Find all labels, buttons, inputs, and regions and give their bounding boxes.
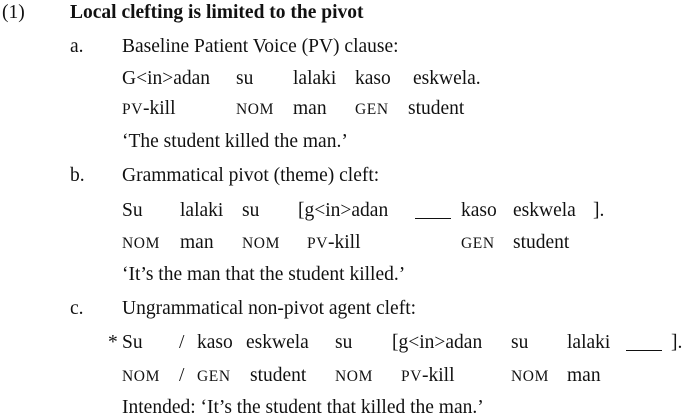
gap-underline (626, 350, 662, 351)
word: su (242, 200, 260, 221)
word: lalaki (293, 68, 337, 89)
item-c-label: c. (70, 298, 84, 319)
word: G<in>adan (122, 68, 211, 89)
word: eskwela. (413, 68, 481, 89)
gap-underline (415, 218, 451, 219)
item-b-heading: Grammatical pivot (theme) cleft: (122, 165, 380, 186)
item-b-label: b. (70, 165, 85, 186)
gloss: NOM (236, 101, 274, 118)
word: eskwela (246, 332, 309, 353)
gloss: man (567, 365, 601, 386)
gloss: GEN (197, 368, 231, 385)
gloss: student (250, 365, 307, 386)
word: [g<in>adan (392, 332, 483, 353)
word: eskwela (513, 200, 576, 221)
gloss: NOM (242, 235, 280, 252)
word: kaso (461, 200, 497, 221)
word: su (511, 332, 529, 353)
word: [g<in>adan (298, 200, 389, 221)
gloss: man (180, 232, 214, 253)
word: ]. (671, 332, 683, 353)
gloss: / (179, 365, 185, 386)
gloss: student (408, 98, 465, 119)
word: kaso (197, 332, 233, 353)
gloss: PV-kill (307, 232, 361, 253)
gloss: NOM (511, 368, 549, 385)
gloss: PV-kill (401, 365, 455, 386)
word: Su (122, 200, 143, 221)
word: lalaki (180, 200, 224, 221)
item-a-label: a. (70, 36, 84, 57)
ungrammatical-star: * (108, 332, 118, 353)
example-number: (1) (2, 2, 25, 23)
gloss: GEN (355, 101, 389, 118)
item-a-heading: Baseline Patient Voice (PV) clause: (122, 36, 399, 57)
gloss: NOM (335, 368, 373, 385)
word: Su (122, 332, 143, 353)
gloss: man (293, 98, 327, 119)
example-title: Local clefting is limited to the pivot (70, 2, 364, 23)
item-c-translation: Intended: ‘It’s the student that killed the man.’ (122, 397, 484, 418)
item-b-translation: ‘It’s the man that the student killed.’ (122, 264, 406, 285)
word: su (236, 68, 254, 89)
word: kaso (355, 68, 391, 89)
gloss: GEN (461, 235, 495, 252)
word: su (335, 332, 353, 353)
word: ]. (593, 200, 605, 221)
item-c-heading: Ungrammatical non-pivot agent cleft: (122, 298, 417, 319)
gloss: student (513, 232, 570, 253)
gloss: NOM (122, 368, 160, 385)
gloss: NOM (122, 235, 160, 252)
item-a-translation: ‘The student killed the man.’ (122, 131, 348, 152)
word: lalaki (567, 332, 611, 353)
word: / (179, 332, 185, 353)
gloss: PV-kill (122, 98, 176, 119)
